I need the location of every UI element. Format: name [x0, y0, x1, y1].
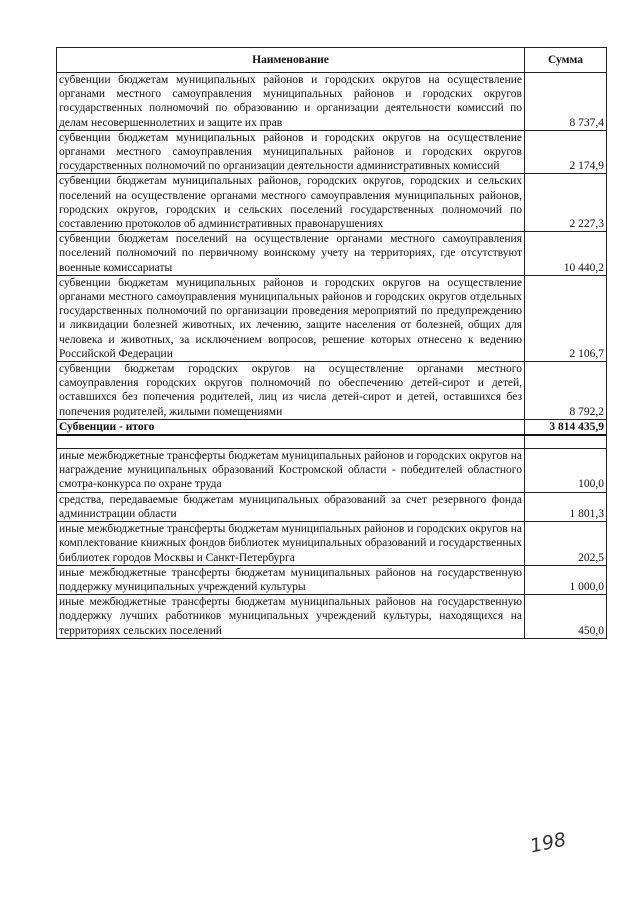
table-row — [57, 362, 607, 420]
table-row — [57, 565, 607, 594]
row-name: иные межбюджетные трансферты бюджетам муниципальных районов и городских округов на награждение муниципальных образований Костромской области - победителей областного смотра-конкурса по охране труда — [57, 449, 525, 493]
row-name: иные межбюджетные трансферты бюджетам муниципальных районов на государственную поддержку муниципальных учреждений культуры — [57, 565, 525, 594]
row-name: иные межбюджетные трансферты бюджетам муниципальных районов на государственную поддержку лучших работников муниципальных учреждений культуры, находящихся на территориях сельских поселений — [57, 595, 525, 639]
table-row — [57, 522, 607, 566]
row-name: иные межбюджетные трансферты бюджетам муниципальных районов и городских округов на комплектование книжных фондов библиотек муниципальных образований и государственных библиотек городов Москвы и Санкт-Петербурга — [57, 522, 525, 566]
table-row — [57, 595, 607, 639]
row-sum: 1 000,0 — [525, 565, 607, 594]
row-sum: 2 106,7 — [525, 275, 607, 361]
column-header-sum: Сумма — [525, 48, 607, 73]
row-sum: 8 737,4 — [525, 73, 607, 131]
column-header-name: Наименование — [57, 48, 525, 73]
page-number: 198 — [528, 828, 569, 858]
row-name: субвенции бюджетам муниципальных районов, городских округов, городских и сельских поселений на осуществление органами местного самоуправления муниципальных районов, городских округов, городских и сельских поселений государственных полномочий по составлению протоколов об административных правонарушениях — [57, 174, 525, 232]
row-name: средства, передаваемые бюджетам муниципальных образований за счет резервного фонда администрации области — [57, 492, 525, 521]
total-row — [57, 419, 607, 435]
table-row — [57, 492, 607, 521]
table-row — [57, 232, 607, 276]
table-header — [57, 48, 607, 73]
table-row — [57, 174, 607, 232]
row-sum: 202,5 — [525, 522, 607, 566]
row-name: субвенции бюджетам городских округов на осуществление органами местного самоуправления городских округов полномочий по обеспечению детей-сирот и детей, оставшихся без попечения родителей, лиц из числа детей-сирот и детей, оставшихся без попечения родителей, жилыми помещениями — [57, 362, 525, 420]
row-sum: 100,0 — [525, 449, 607, 493]
total-label: Субвенции - итого — [57, 419, 525, 435]
table-row — [57, 130, 607, 174]
table-row — [57, 449, 607, 493]
row-sum: 2 227,3 — [525, 174, 607, 232]
row-sum: 1 801,3 — [525, 492, 607, 521]
table-row — [57, 275, 607, 361]
row-sum: 8 792,2 — [525, 362, 607, 420]
row-sum: 2 174,9 — [525, 130, 607, 174]
row-name: субвенции бюджетам муниципальных районов и городских округов на осуществление органами местного самоуправления муниципальных районов и городских округов отдельных государственных полномочий по организации проведения мероприятий по предупреждению и ликвидации болезней животных, их лечению, защите населения от болезней, общих для человека и животных, за исключением вопросов, решение которых отнесено к ведению Российской Федерации — [57, 275, 525, 361]
row-name: субвенции бюджетам муниципальных районов и городских округов на осуществление органами местного самоуправления муниципальных районов и городских округов государственных полномочий по образованию и организации деятельности комиссий по делам несовершеннолетних и защите их прав — [57, 73, 525, 131]
spacer-row — [57, 435, 607, 449]
row-sum: 450,0 — [525, 595, 607, 639]
row-sum: 10 440,2 — [525, 232, 607, 276]
table-row — [57, 73, 607, 131]
row-name: субвенции бюджетам муниципальных районов и городских округов на осуществление органами местного самоуправления муниципальных районов и городских округов государственных полномочий по организации деятельности административных комиссий — [57, 130, 525, 174]
total-sum: 3 814 435,9 — [525, 419, 607, 435]
row-name: субвенции бюджетам поселений на осуществление органами местного самоуправления поселений полномочий по первичному воинскому учету на территориях, где отсутствуют военные комиссариаты — [57, 232, 525, 276]
budget-table — [56, 47, 607, 639]
